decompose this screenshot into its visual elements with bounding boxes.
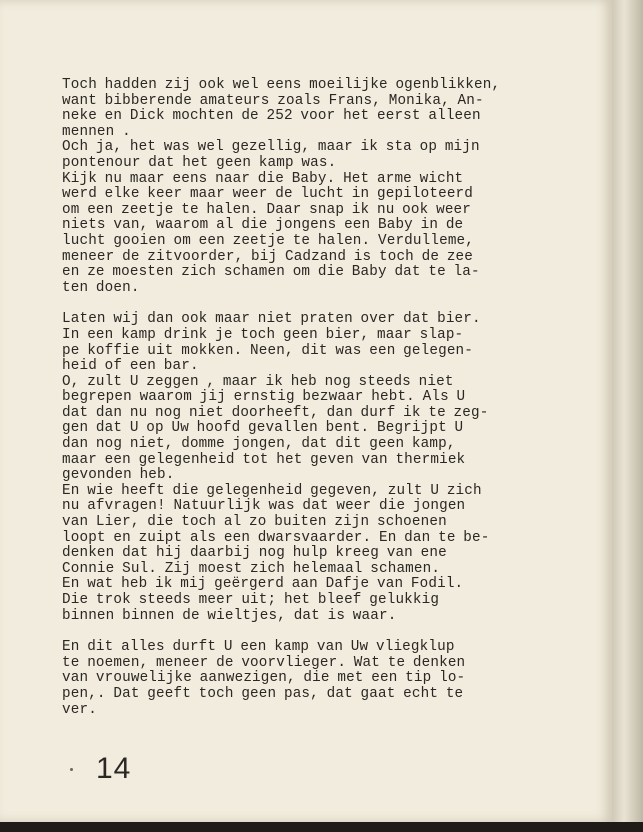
document-body (62, 78, 562, 718)
paragraph-gap (62, 296, 562, 312)
text-line: gen dat U op Uw hoofd gevallen bent. Begrijpt U (62, 420, 464, 437)
text-line: neke en Dick mochten de 252 voor het eerst alleen (62, 108, 481, 125)
paragraph-1 (62, 78, 562, 296)
text-line: nu afvragen! Natuurlijk was dat weer die jongen (62, 498, 466, 515)
text-line: ver. (62, 701, 97, 718)
text-line: Toch hadden zij ook wel eens moeilijke ogenblikken, (62, 77, 501, 93)
text-line: begrepen waarom jij ernstig bezwaar hebt. Als U (62, 389, 466, 406)
text-line: maar een gelegenheid tot het geven van thermiek (62, 451, 466, 468)
text-line: want bibberende amateurs zoals Frans, Monika, An- (62, 92, 484, 109)
text-line: gevonden heb. (62, 467, 175, 484)
paragraph-3 (62, 640, 562, 718)
text-line: denken dat hij daarbij nog hulp kreeg van ene (62, 545, 447, 562)
scan-border (0, 822, 643, 832)
text-line: werd elke keer maar weer de lucht in gepiloteerd (62, 186, 474, 203)
text-line: ten doen. (62, 279, 140, 296)
text-line: Die trok steeds meer uit; het bleef gelukkig (62, 592, 440, 608)
text-line: En dit alles durft U een kamp van Uw vliegklup (62, 639, 455, 656)
text-line: van Lier, die toch al zo buiten zijn schoenen (62, 514, 447, 531)
text-line: Och ja, het was wel gezellig, maar ik sta op mijn (62, 139, 480, 156)
text-line: dat dan nu nog niet doorheeft, dan durf ik te zeg- (62, 404, 489, 421)
text-line: pe koffie uit mokken. Neen, dit was een gelegen- (62, 342, 474, 359)
paragraph-2 (62, 312, 562, 624)
text-line: O, zult U zeggen , maar ik heb nog steeds niet (62, 373, 454, 390)
text-line: loopt en zuipt als een dwarsvaarder. En dan te be- (62, 529, 490, 546)
text-line: lucht gooien om een zeetje te halen. Verdulleme, (62, 232, 475, 249)
text-line: niets van, waarom al die jongens een Baby in de (62, 217, 464, 234)
text-line: Laten wij dan ook maar niet praten over dat bier. (62, 311, 481, 328)
text-line: heid of een bar. (62, 358, 199, 375)
text-line: En wat heb ik mij geërgerd aan Dafje van Fodil. (62, 576, 464, 593)
text-line: en ze moesten zich schamen om die Baby dat te la- (62, 264, 480, 281)
text-line: In een kamp drink je toch geen bier, maar slap- (62, 326, 464, 343)
page-number: 14 (96, 752, 132, 785)
text-line: pontenour dat het geen kamp was. (62, 154, 337, 171)
text-line: binnen binnen de wieltjes, dat is waar. (62, 607, 397, 624)
text-line: En wie heeft die gelegenheid gegeven, zult U zich (62, 482, 482, 499)
text-line: Connie Sul. Zij moest zich helemaal schamen. (62, 560, 441, 577)
text-line: mennen . (62, 123, 131, 140)
text-line: te noemen, meneer de voorvlieger. Wat te denken (62, 654, 466, 671)
text-line: meneer de zitvoorder, bij Cadzand is toch de zee (62, 248, 474, 265)
paragraph-gap (62, 624, 562, 640)
text-line: dan nog niet, domme jongen, dat dit geen kamp, (62, 436, 456, 453)
text-line: van vrouwelijke aanwezigen, die met een tip lo- (62, 670, 466, 687)
text-line: om een zeetje te halen. Daar snap ik nu ook weer (62, 201, 472, 218)
page-edge (612, 0, 643, 832)
text-line: Kijk nu maar eens naar die Baby. Het arme wicht (62, 170, 464, 187)
text-line: pen,. Dat geeft toch geen pas, dat gaat echt te (62, 685, 464, 702)
ink-speck (70, 768, 73, 771)
